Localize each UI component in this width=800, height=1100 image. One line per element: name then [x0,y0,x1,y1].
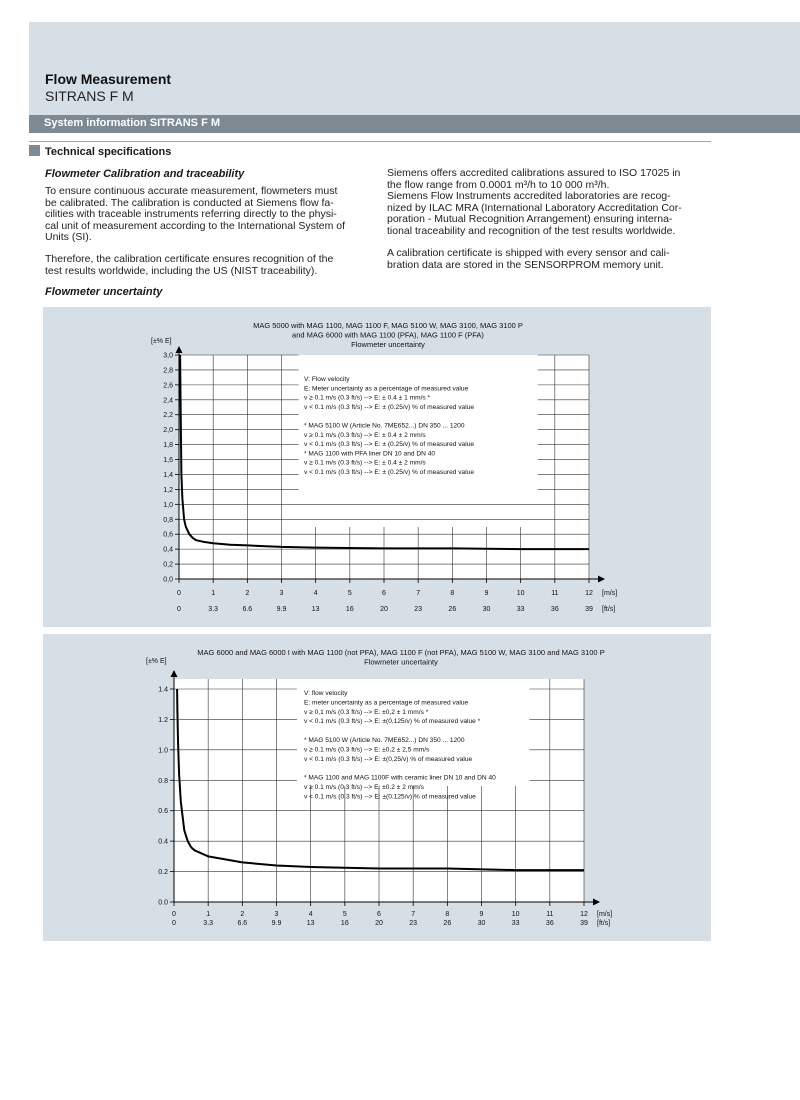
x-tick-label: 9 [484,590,489,597]
x2-tick-label: 13 [311,606,320,613]
annotation-line: v ≥ 0.1 m/s (0.3 ft/s) --> E: ± 0.4 ± 2 mm/s [304,431,426,439]
x-tick-label: 10 [516,590,525,597]
x2-tick-label: 23 [414,606,423,613]
calibration-left-paragraph-1 [45,186,370,244]
chart-title-line: MAG 5000 with MAG 1100, MAG 1100 F, MAG 5100 W, MAG 3100, MAG 3100 P [253,321,523,330]
annotation-line: v ≥ 0.1 m/s (0.3 ft/s) --> E: ± 0.4 ± 1 mm/s * [304,394,431,402]
text-line: tional traceability and recognition of the test results worldwide. [387,224,676,237]
uncertainty-chart-2-panel [43,634,711,941]
text-line: To ensure continuous accurate measurement, flowmeters must [45,185,338,197]
y-tick-label: 1,6 [163,457,173,465]
page-subtitle: SITRANS F M [45,88,134,104]
y-tick-label: 0,8 [163,516,173,524]
chart-title-line: Flowmeter uncertainty [351,340,425,349]
x-tick-label: 1 [206,911,211,918]
annotation-line: V: flow velocity [304,690,348,697]
text-line: Siemens offers accredited calibrations assured to ISO 17025 in [387,167,681,179]
x2-tick-label: 36 [545,920,554,927]
x2-tick-label: 3.3 [203,920,214,927]
x2-tick-label: 0 [172,920,176,927]
x-tick-label: 6 [382,590,386,597]
y-tick-label: 0,6 [163,531,173,539]
x-tick-label: 3 [274,911,279,918]
y-tick-label: 2,6 [163,382,173,390]
y-tick-label: 2,4 [163,397,173,405]
x-tick-label: 1 [211,590,216,597]
x-tick-label: 9 [479,911,484,918]
annotation-line: V: Flow velocity [304,376,350,383]
annotation-line: v < 0.1 m/s (0.3 ft/s) --> E: ±(0.125/v) % of measured value [304,793,476,801]
calibration-left-paragraph-2 [45,254,370,277]
x-tick-label: 0 [172,911,176,918]
x-tick-label: 7 [416,590,421,597]
chart-title-line: Flowmeter uncertainty [364,657,438,667]
uncertainty-chart-1 [43,307,711,627]
x2-tick-label: 36 [550,606,559,613]
text-line: cilities with traceable instruments referring directly to the physi- [45,208,337,221]
text-line: Units (SI). [45,231,92,244]
annotation-line: v ≥ 0,1 m/s (0.3 ft/s) --> E: ±0,2 ± 1 mm/s * [304,708,429,716]
y-tick-label: 0.2 [158,869,168,877]
x2-tick-label: 6.6 [242,606,253,613]
x2-tick-label: 6.6 [237,920,248,927]
text-line: poration - Mutual Recognition Arrangement) ensuring interna- [387,213,673,226]
y-tick-label: 1,4 [163,471,173,479]
calibration-right-paragraph-2 [387,248,712,271]
section-marker-square [29,145,40,156]
x2-tick-label: 9.9 [271,920,282,927]
x-tick-label: 2 [240,911,245,918]
x2-axis-label: [ft/s] [597,920,611,927]
annotation-line: * MAG 5100 W (Article No. 7ME652...) DN 350 ... 1200 [304,422,465,430]
chart-title-line: MAG 6000 and MAG 6000 I with MAG 1100 (not PFA), MAG 1100 F (not PFA), MAG 5100 W, MAG 3100 and MAG 3100 P [197,648,605,657]
page-title: Flow Measurement [45,71,172,87]
y-tick-label: 1,0 [163,501,173,509]
x2-tick-label: 20 [375,920,383,927]
text-line: test results worldwide, including the US (NIST traceability). [45,264,318,277]
x2-tick-label: 23 [409,920,418,927]
y-tick-label: 2,0 [163,427,173,435]
x-tick-label: 11 [551,590,559,597]
y-tick-label: 1,2 [163,486,173,494]
y-tick-label: 0.4 [158,838,168,846]
y-tick-label: 3,0 [163,352,173,360]
y-axis-label: [±% E] [151,338,172,345]
y-tick-label: 1.4 [158,686,168,694]
y-axis-arrow-icon [171,670,178,677]
annotation-line: v < 0.1 m/s (0.3 ft/s) --> E: ±(0,25/v) % of measured value [304,755,473,763]
x-axis-arrow-icon [598,576,605,583]
text-line: Siemens Flow Instruments accredited laboratories are recog- [387,190,671,203]
x-tick-label: 6 [377,911,381,918]
annotation-line: * MAG 1100 with PFA liner DN 10 and DN 40 [304,450,436,458]
x-tick-label: 12 [580,911,588,918]
y-tick-label: 2,2 [163,412,173,420]
y-tick-label: 0,0 [163,576,173,584]
text-line: cal unit of measurement according to the International System of [45,219,345,232]
x-tick-label: 0 [177,590,181,597]
annotation-line: v < 0.1 m/s (0.3 ft/s) --> E: ± (0.25/v) % of measured value [304,469,474,476]
y-tick-label: 2,8 [163,367,173,375]
x-tick-label: 5 [347,590,352,597]
x-axis-label: [m/s] [602,590,618,597]
annotation-line: E: Meter uncertainty as a percentage of measured value [304,385,469,393]
x2-tick-label: 16 [340,920,349,927]
text-line: Therefore, the calibration certificate ensures recognition of the [45,253,334,265]
x2-tick-label: 0 [177,606,181,613]
annotation-line: v ≥ 0.1 m/s (0.3 ft/s) --> E: ±0.2 ± 2 mm/s [304,784,424,791]
chart-title-line: and MAG 6000 with MAG 1100 (PFA), MAG 1100 F (PFA) [292,330,484,340]
x-tick-label: 3 [279,590,284,597]
x2-tick-label: 9.9 [276,606,287,613]
annotation-line: * MAG 1100 and MAG 1100F with ceramic liner DN 10 and DN 40 [304,774,496,782]
annotation-line: v < 0.1 m/s (0.3 ft/s) --> E: ± (0.25/v) % of measured value [304,441,474,449]
text-line: bration data are stored in the SENSORPROM memory unit. [387,258,664,271]
annotation-line: v ≥ 0.1 m/s (0.3 ft/s) --> E: ± 0.4 ± 2 mm/s [304,459,426,467]
annotation-line: v ≥ 0.1 m/s (0.3 ft/s) --> E: ±0,2 ± 2,5 mm/s [304,746,430,754]
x2-axis-label: [ft/s] [602,606,616,613]
uncertainty-chart-1-panel [43,307,711,627]
x2-tick-label: 30 [477,920,486,927]
x-tick-label: 10 [511,911,520,918]
y-axis-arrow-icon [176,346,183,353]
uncertainty-chart-2 [43,634,711,941]
uncertainty-heading: Flowmeter uncertainty [45,286,163,298]
x2-tick-label: 16 [345,606,354,613]
section-bar [29,115,800,133]
y-tick-label: 1.2 [158,716,168,724]
y-tick-label: 0.6 [158,808,168,816]
x-tick-label: 4 [313,590,318,597]
section-title: System information SITRANS F M [44,117,221,129]
y-tick-label: 0.8 [158,777,168,785]
header-band [29,22,800,115]
text-line: the flow range from 0.0001 m³/h to 10 000 m³/h. [387,178,610,191]
x-axis-arrow-icon [593,899,600,906]
x2-tick-label: 39 [585,606,593,613]
x2-tick-label: 3.3 [208,606,219,613]
x2-tick-label: 26 [448,606,457,613]
text-line: nized by ILAC MRA (International Laboratory Accreditation Cor- [387,201,682,214]
x2-tick-label: 20 [380,606,388,613]
x2-tick-label: 39 [580,920,588,927]
y-tick-label: 1.0 [158,747,168,755]
x2-tick-label: 33 [511,920,520,927]
text-line: A calibration certificate is shipped with every sensor and cali- [387,247,670,259]
section-divider [29,141,711,142]
y-tick-label: 1,8 [163,442,173,450]
x-tick-label: 8 [450,590,455,597]
annotation-line: E: meter uncertainty as a percentage of measured value [304,699,469,707]
annotation-line: * MAG 5100 W (Article No. 7ME652...) DN 350 ... 1200 [304,737,465,744]
x-tick-label: 11 [546,911,554,918]
x-tick-label: 8 [445,911,450,918]
x-tick-label: 7 [411,911,416,918]
y-tick-label: 0.0 [158,899,168,907]
text-line: be calibrated. The calibration is conducted at Siemens flow fa- [45,196,334,209]
x-tick-label: 12 [585,590,593,597]
technical-specifications-heading: Technical specifications [45,146,172,158]
annotation-line: v < 0.1 m/s (0.3 ft/s) --> E: ± (0.25/v) % of measured value [304,403,474,411]
x2-tick-label: 26 [443,920,452,927]
y-tick-label: 0,4 [163,546,173,554]
y-axis-label: [±% E] [146,658,167,665]
x-tick-label: 5 [342,911,347,918]
annotation-line: v < 0.1 m/s (0.3 ft/s) --> E: ±(0,125/v) % of measured value * [304,718,481,726]
calibration-right-paragraph-1 [387,168,712,238]
x-tick-label: 2 [245,590,250,597]
x2-tick-label: 13 [306,920,315,927]
calibration-heading: Flowmeter Calibration and traceability [45,168,245,180]
x2-tick-label: 30 [482,606,491,613]
x-axis-label: [m/s] [597,911,613,918]
x-tick-label: 4 [308,911,313,918]
y-tick-label: 0,2 [163,561,173,569]
x2-tick-label: 33 [516,606,525,613]
